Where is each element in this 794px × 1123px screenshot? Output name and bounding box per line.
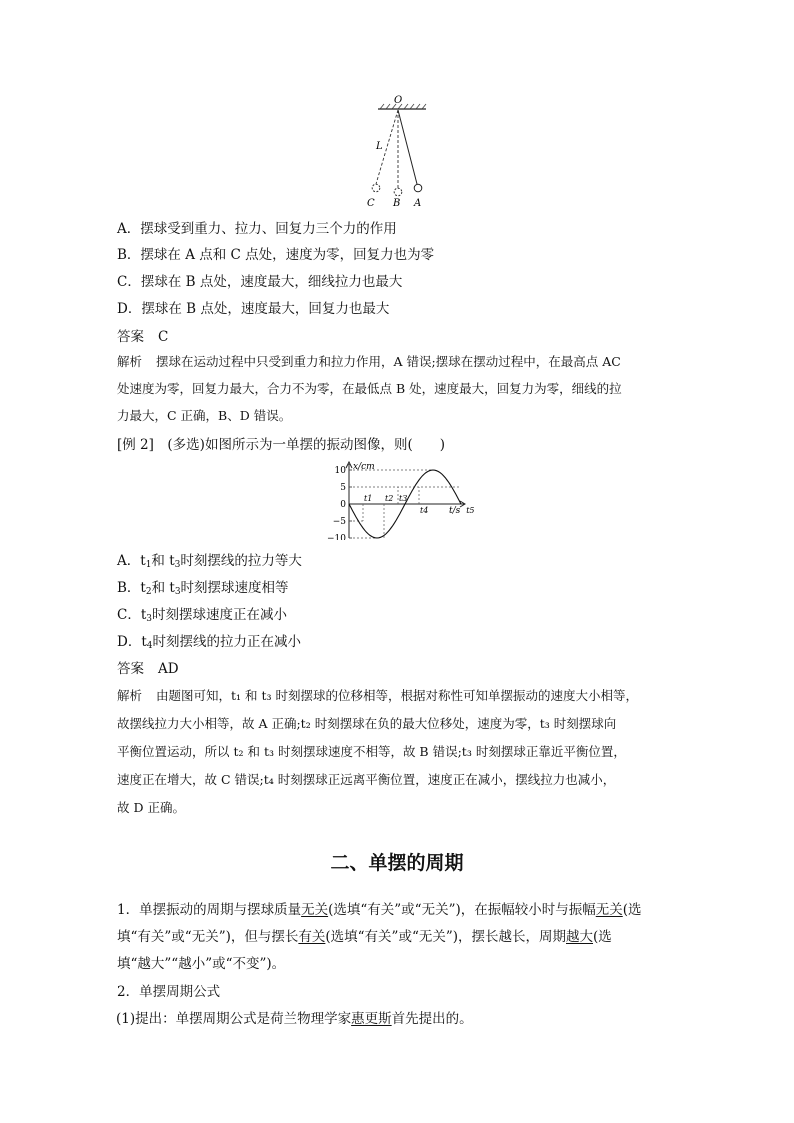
- point-label-b: B: [393, 198, 401, 209]
- q1-option-b: B．摆球在 A 点和 C 点处，速度为零，回复力也为零: [117, 247, 435, 263]
- point-label-a: A: [414, 198, 422, 209]
- answer-label: 答案: [117, 661, 144, 677]
- x-tick-label: t2: [385, 494, 394, 503]
- y-tick-label: −5: [332, 517, 346, 527]
- section-p2: 2．单摆周期公式: [117, 984, 221, 1000]
- point-label-c: C: [367, 198, 375, 209]
- section-p1-line-2: 填“有关”或“无关”)，但与摆长有关(选填“有关”或“无关”)，摆长越长，周期越大(选: [117, 929, 612, 945]
- analysis-line-1: 由题图可知，t₁ 和 t₃ 时刻摆球的位移相等，根据对称性可知单摆振动的速度大小相等，: [156, 688, 639, 703]
- q2-stem: [例 2] (多选)如图所示为一单摆的振动图像，则( ): [117, 437, 445, 453]
- q1-analysis-line-2: 处速度为零，回复力最大，合力不为零，在最低点 B 处，速度最大，回复力为零，细线的拉: [117, 381, 622, 396]
- q2-option-c: C．$t_3$时刻摆球速度正在减小: [117, 607, 287, 624]
- answer-value: C: [158, 329, 169, 345]
- analysis-label: 解析: [117, 688, 143, 703]
- section-p1-line-1: 1．单摆振动的周期与摆球质量无关(选填“有关”或“无关”)，在振幅较小时与振幅无关(选: [117, 902, 642, 918]
- q2-option-a: A．$t_1$和 $t_3$时刻摆线的拉力等大: [117, 553, 302, 570]
- q1-analysis: [117, 352, 621, 370]
- q1-answer: [117, 325, 168, 345]
- length-label-l: L: [376, 141, 383, 152]
- q1-analysis-line-3: 力最大，C 正确，B、D 错误。: [117, 408, 292, 423]
- section-p3: (1)提出：单摆周期公式是荷兰物理学家惠更斯首先提出的。: [116, 1011, 473, 1027]
- analysis-line-1: 摆球在运动过程中只受到重力和拉力作用，A 错误;摆球在摆动过程中，在最高点 AC: [156, 354, 621, 369]
- q2-analysis: [117, 686, 638, 704]
- y-tick-label: 5: [340, 483, 346, 493]
- bob-c: [372, 184, 380, 192]
- q2-analysis-line-2: 故摆线拉力大小相等，故 A 正确;t₂ 时刻摆球在负的最大位移处，速度为零，t₃ 时刻摆球向: [117, 716, 617, 731]
- bob-b: [394, 188, 402, 196]
- q1-option-c: C．摆球在 B 点处，速度最大，细线拉力也最大: [117, 274, 403, 290]
- q1-option-a: A．摆球受到重力、拉力、回复力三个力的作用: [117, 221, 397, 237]
- y-tick-label: 10: [334, 466, 346, 476]
- section-p1-line-3: 填“越大”“越小”或“不变”)。: [117, 956, 286, 972]
- x-axis-label: t/s: [449, 506, 461, 516]
- x-tick-label: t1: [364, 494, 373, 503]
- x-tick-label: t4: [420, 506, 429, 515]
- q2-analysis-line-5: 故 D 正确。: [117, 800, 185, 815]
- y-tick-label: 0: [340, 500, 346, 510]
- q2-answer: [117, 657, 179, 677]
- q2-option-d: D．$t_4$时刻摆线的拉力正在减小: [117, 634, 301, 651]
- vibration-chart: [320, 458, 480, 540]
- q2-option-b: B．$t_2$和 $t_3$时刻摆球速度相等: [117, 580, 289, 597]
- x-tick-label: t5: [466, 506, 475, 515]
- pivot-label-o: O: [394, 95, 403, 106]
- q1-option-d: D．摆球在 B 点处，速度最大，回复力也最大: [117, 301, 390, 317]
- y-tick-label: −10: [327, 534, 346, 540]
- answer-label: 答案: [117, 329, 144, 345]
- bob-a: [414, 184, 422, 192]
- answer-value: AD: [158, 661, 179, 677]
- q2-analysis-line-3: 平衡位置运动，所以 t₂ 和 t₃ 时刻摆球速度不相等，故 B 错误;t₃ 时刻摆球正靠近平衡位置，: [117, 744, 626, 759]
- pendulum-figure: [358, 92, 438, 210]
- analysis-label: 解析: [117, 354, 143, 369]
- y-axis-label: x/cm: [353, 462, 375, 472]
- section-heading: 二、单摆的周期: [330, 852, 464, 874]
- q2-analysis-line-4: 速度正在增大，故 C 错误;t₄ 时刻摆球正远离平衡位置，速度正在减小，摆线拉力也减小，: [117, 772, 616, 787]
- x-tick-label: t3: [399, 494, 408, 503]
